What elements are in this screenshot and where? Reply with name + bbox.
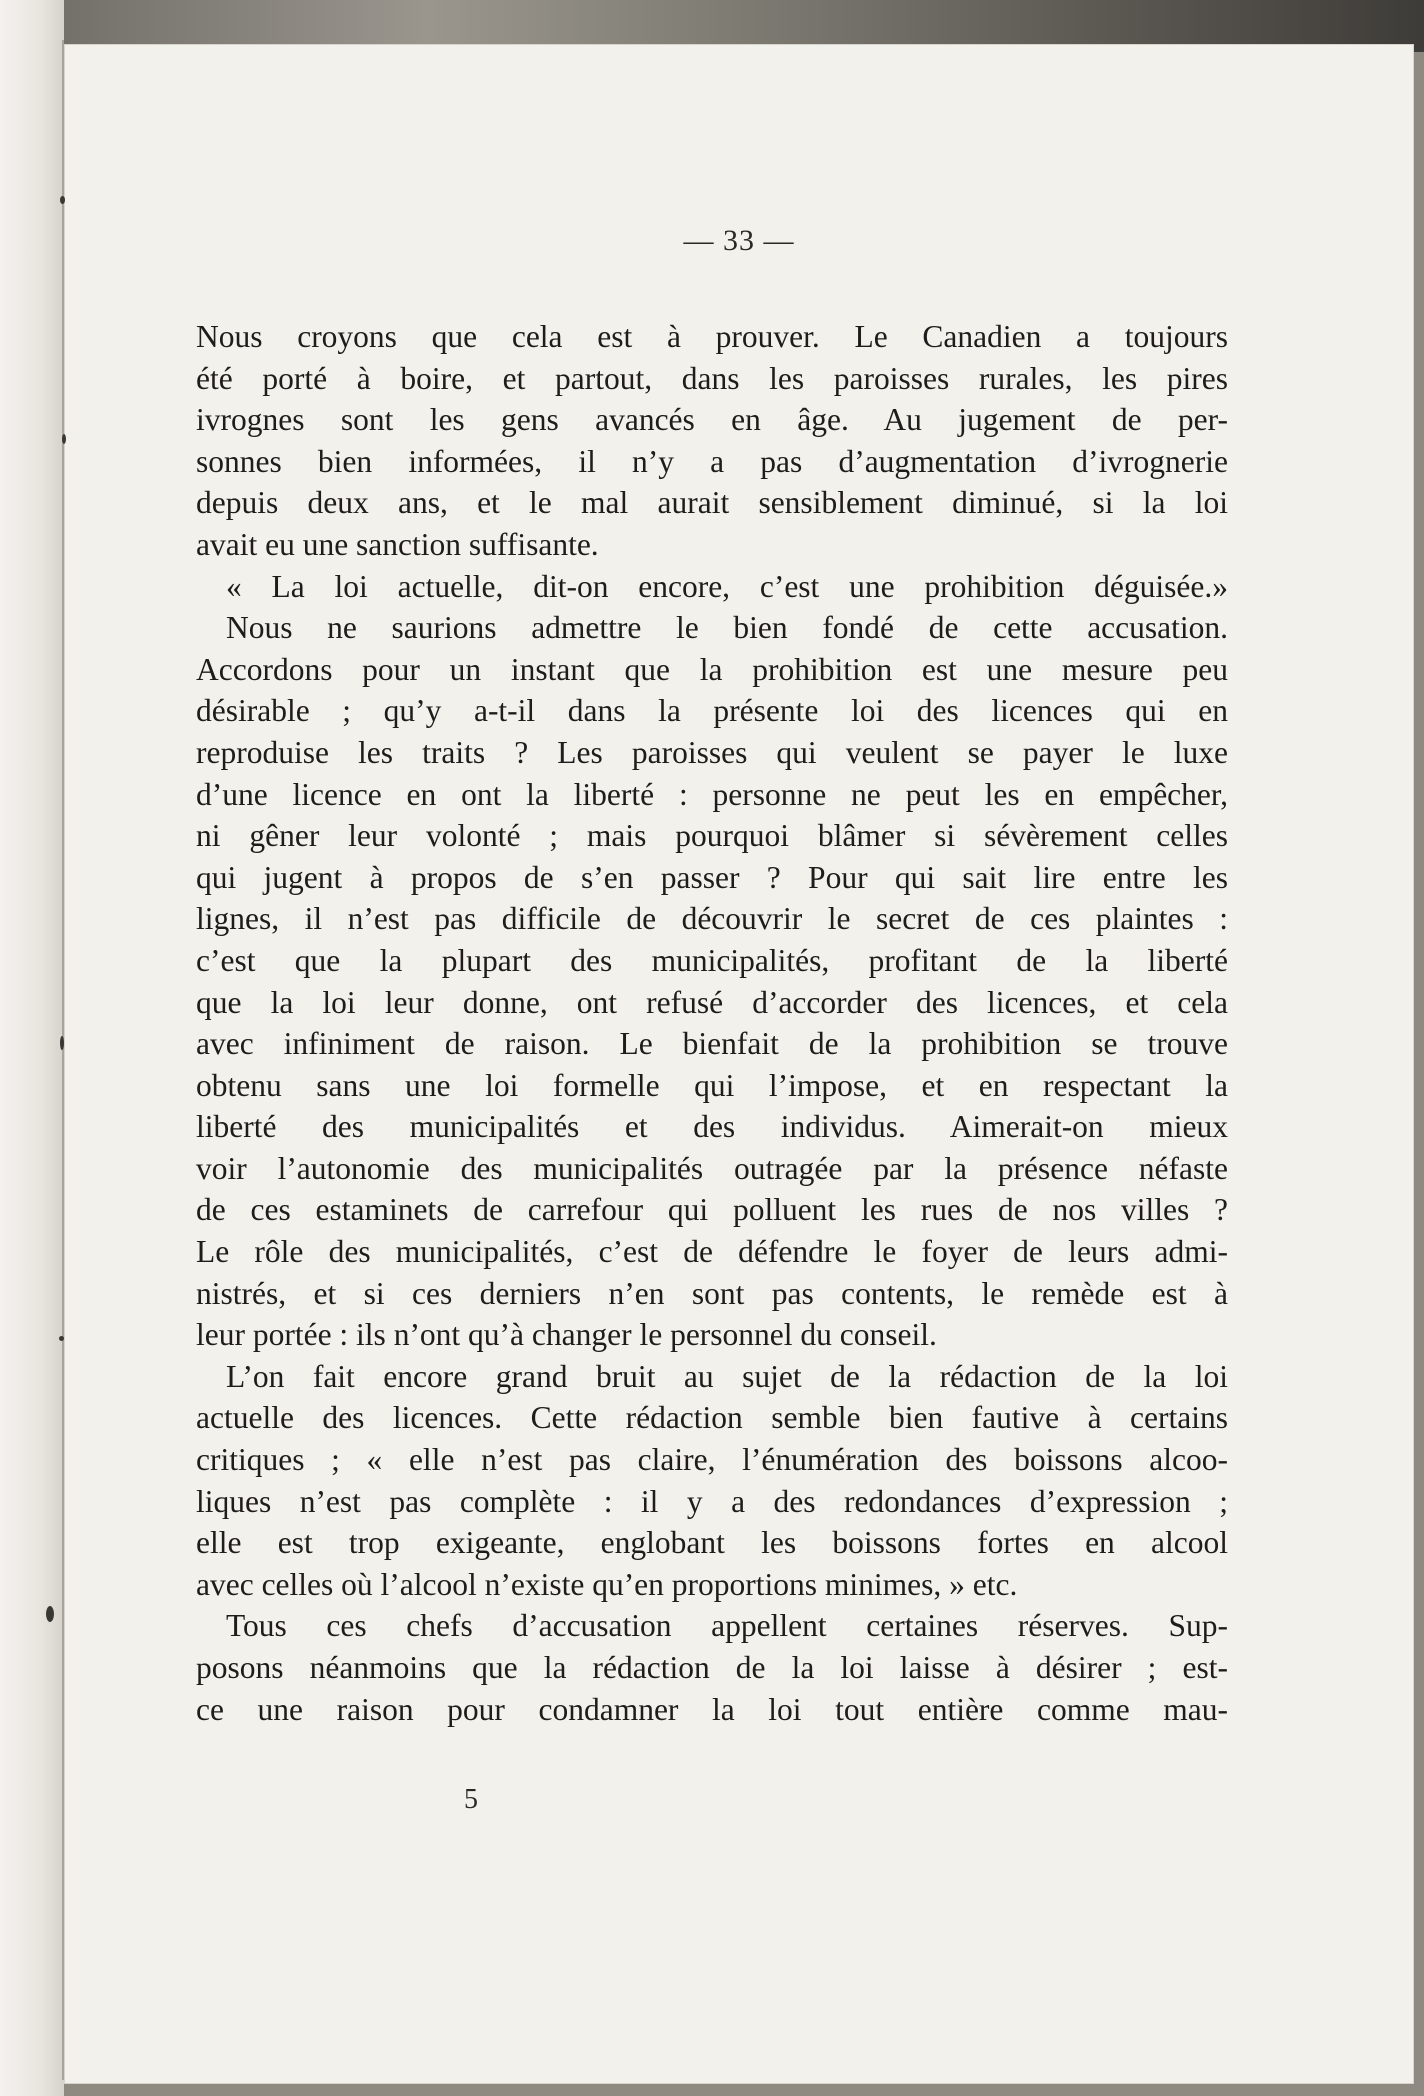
text-line: sonnes bien informées, il n’y a pas d’augmentation d’ivrognerie xyxy=(196,443,1228,479)
text-line: Le rôle des municipalités, c’est de défendre le foyer de leurs admi- xyxy=(196,1234,1228,1270)
scan-speck xyxy=(60,1036,64,1050)
text-line: Nous croyons que cela est à prouver. Le Canadien a toujours xyxy=(196,319,1228,354)
text-line: voir l’autonomie des municipalités outragée par la présence néfaste xyxy=(196,1150,1228,1186)
text-line: liques n’est pas complète : il y a des redondances d’expression ; xyxy=(196,1483,1228,1519)
scan-speck xyxy=(62,434,66,444)
text-line: Nous ne saurions admettre le bien fondé de cette accusation. xyxy=(226,610,1228,646)
text-line: avait eu une sanction suffisante. xyxy=(196,526,599,562)
text-line: ivrognes sont les gens avancés en âge. Au jugement de per- xyxy=(196,402,1228,438)
text-line: L’on fait encore grand bruit au sujet de la rédaction de la loi xyxy=(226,1358,1228,1394)
text-line: elle est trop exigeante, englobant les boissons fortes en alcool xyxy=(196,1525,1228,1561)
text-line: Accordons pour un instant que la prohibition est une mesure peu xyxy=(196,651,1228,687)
text-line: avec celles où l’alcool n’existe qu’en proportions minimes, » etc. xyxy=(196,1566,1018,1602)
book-spine xyxy=(0,0,64,2096)
text-line: posons néanmoins que la rédaction de la loi laisse à désirer ; est- xyxy=(196,1650,1228,1685)
text-line: ce une raison pour condamner la loi tout entière comme mau- xyxy=(196,1691,1228,1727)
text-line: ni gêner leur volonté ; mais pourquoi blâmer si sévèrement celles xyxy=(196,818,1228,854)
text-line: été porté à boire, et partout, dans les paroisses rurales, les pires xyxy=(196,360,1228,396)
text-line: critiques ; « elle n’est pas claire, l’énumération des boissons alcoo- xyxy=(196,1442,1228,1478)
text-line: désirable ; qu’y a-t-il dans la présente loi des licences qui en xyxy=(196,693,1228,729)
scan-speck xyxy=(60,196,65,204)
book-page xyxy=(64,44,1414,2084)
page-body xyxy=(196,316,1228,1730)
text-line: de ces estaminets de carrefour qui polluent les rues de nos villes ? xyxy=(196,1192,1228,1228)
text-line: liberté des municipalités et des individus. Aimerait-on mieux xyxy=(196,1109,1228,1145)
page-number: — 33 — xyxy=(683,224,795,257)
text-line: leur portée : ils n’ont qu’à changer le personnel du conseil. xyxy=(196,1317,937,1353)
text-line: obtenu sans une loi formelle qui l’impose, et en respectant la xyxy=(196,1067,1228,1103)
text-line: depuis deux ans, et le mal aurait sensiblement diminué, si la loi xyxy=(196,485,1228,521)
text-line: reproduise les traits ? Les paroisses qui veulent se payer le luxe xyxy=(196,734,1228,770)
text-line: que la loi leur donne, ont refusé d’accorder des licences, et cela xyxy=(196,984,1228,1020)
text-line: d’une licence en ont la liberté : personne ne peut les en empêcher, xyxy=(196,776,1228,812)
text-line: c’est que la plupart des municipalités, profitant de la liberté xyxy=(196,942,1228,978)
signature-mark: 5 xyxy=(464,1784,478,1815)
text-line: Tous ces chefs d’accusation appellent certaines réserves. Sup- xyxy=(226,1608,1228,1644)
text-line: actuelle des licences. Cette rédaction semble bien fautive à certains xyxy=(196,1400,1228,1436)
text-line: « La loi actuelle, dit-on encore, c’est une prohibition déguisée.» xyxy=(226,568,1228,604)
text-line: qui jugent à propos de s’en passer ? Pour qui sait lire entre les xyxy=(196,859,1228,895)
text-line: nistrés, et si ces derniers n’en sont pas contents, le remède est à xyxy=(196,1275,1228,1311)
scan-speck xyxy=(46,1606,54,1622)
text-line: lignes, il n’est pas difficile de découvrir le secret de ces plaintes : xyxy=(196,901,1228,937)
text-line: avec infiniment de raison. Le bienfait de la prohibition se trouve xyxy=(196,1026,1228,1062)
scan-speck xyxy=(59,1336,64,1341)
